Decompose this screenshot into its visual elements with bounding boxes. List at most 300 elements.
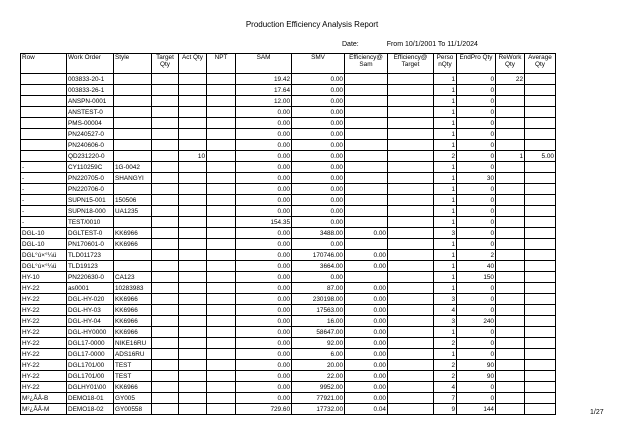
cell-target-qty: [152, 393, 179, 404]
cell-rework-qty: [496, 338, 525, 349]
cell-efficiency-target: [388, 129, 434, 140]
cell-smv: 0.00: [292, 173, 345, 184]
cell-work-order: DGLTEST-0: [67, 228, 114, 239]
cell-row: -: [21, 217, 67, 228]
table-row: [21, 393, 556, 404]
cell-efficiency-target: [388, 349, 434, 360]
cell-average-qty: [525, 239, 556, 250]
cell-smv: 230198.00: [292, 294, 345, 305]
col-header-sam: SAM: [236, 54, 292, 74]
cell-sam: 0.00: [236, 206, 292, 217]
cell-rework-qty: [496, 316, 525, 327]
cell-row: M²¿ÅÅ-B: [21, 393, 67, 404]
cell-efficiency-sam: [345, 272, 388, 283]
cell-style: [114, 151, 152, 162]
cell-efficiency-target: [388, 206, 434, 217]
cell-smv: 0.00: [292, 239, 345, 250]
cell-efficiency-target: [388, 118, 434, 129]
cell-npt: [207, 393, 236, 404]
cell-work-order: DGLHY01\00: [67, 382, 114, 393]
cell-endpro-qty: 0: [457, 228, 496, 239]
cell-average-qty: [525, 107, 556, 118]
cell-row: DGL-10: [21, 228, 67, 239]
cell-act-qty: [179, 140, 207, 151]
cell-target-qty: [152, 96, 179, 107]
cell-target-qty: [152, 316, 179, 327]
cell-rework-qty: [496, 250, 525, 261]
cell-act-qty: [179, 96, 207, 107]
cell-rework-qty: [496, 393, 525, 404]
cell-work-order: PN220705-0: [67, 173, 114, 184]
cell-act-qty: [179, 129, 207, 140]
cell-sam: 0.00: [236, 294, 292, 305]
cell-person-qty: 1: [434, 217, 457, 228]
cell-rework-qty: [496, 184, 525, 195]
cell-style: [114, 129, 152, 140]
cell-target-qty: [152, 327, 179, 338]
cell-efficiency-target: [388, 404, 434, 415]
cell-rework-qty: [496, 195, 525, 206]
cell-average-qty: [525, 140, 556, 151]
cell-rework-qty: [496, 228, 525, 239]
cell-average-qty: 5.00: [525, 151, 556, 162]
cell-sam: 0.00: [236, 250, 292, 261]
cell-average-qty: [525, 283, 556, 294]
cell-work-order: DGL1701/00: [67, 371, 114, 382]
cell-efficiency-target: [388, 327, 434, 338]
cell-style: KK6966: [114, 382, 152, 393]
col-header-target-qty: Target Qty: [152, 54, 179, 74]
cell-work-order: as0001: [67, 283, 114, 294]
cell-work-order: DGL-HY-03: [67, 305, 114, 316]
cell-style: KK6966: [114, 239, 152, 250]
cell-act-qty: [179, 217, 207, 228]
table-row: [21, 239, 556, 250]
cell-person-qty: 1: [434, 272, 457, 283]
table-row: [21, 96, 556, 107]
cell-smv: 0.00: [292, 206, 345, 217]
cell-rework-qty: [496, 118, 525, 129]
cell-sam: 0.00: [236, 195, 292, 206]
cell-average-qty: [525, 162, 556, 173]
cell-rework-qty: [496, 162, 525, 173]
cell-style: UA1235: [114, 206, 152, 217]
cell-work-order: DEMO18-02: [67, 404, 114, 415]
cell-npt: [207, 195, 236, 206]
cell-efficiency-sam: [345, 151, 388, 162]
cell-person-qty: 9: [434, 404, 457, 415]
col-header-npt: NPT: [207, 54, 236, 74]
cell-endpro-qty: 150: [457, 272, 496, 283]
cell-person-qty: 2: [434, 338, 457, 349]
cell-row: [21, 96, 67, 107]
cell-style: 150506: [114, 195, 152, 206]
cell-style: NIKE16RU: [114, 338, 152, 349]
cell-efficiency-target: [388, 393, 434, 404]
table-row: [21, 184, 556, 195]
cell-work-order: SUPN15-001: [67, 195, 114, 206]
cell-endpro-qty: 144: [457, 404, 496, 415]
cell-efficiency-sam: 0.00: [345, 338, 388, 349]
cell-target-qty: [152, 250, 179, 261]
table-row: [21, 294, 556, 305]
cell-efficiency-target: [388, 195, 434, 206]
cell-efficiency-target: [388, 184, 434, 195]
cell-work-order: CY110259C: [67, 162, 114, 173]
cell-work-order: PN220630-0: [67, 272, 114, 283]
cell-act-qty: [179, 74, 207, 85]
cell-efficiency-sam: [345, 195, 388, 206]
page-number: 1/27: [590, 409, 604, 416]
cell-endpro-qty: 0: [457, 305, 496, 316]
col-header-row: Row: [21, 54, 67, 74]
cell-endpro-qty: 0: [457, 294, 496, 305]
cell-row: HY-22: [21, 294, 67, 305]
col-header-style: Style: [114, 54, 152, 74]
table-row: [21, 305, 556, 316]
cell-act-qty: [179, 228, 207, 239]
table-body: [21, 74, 556, 415]
cell-smv: 0.00: [292, 162, 345, 173]
cell-target-qty: [152, 140, 179, 151]
cell-style: 1G-0042: [114, 162, 152, 173]
cell-sam: 0.00: [236, 228, 292, 239]
cell-person-qty: 1: [434, 195, 457, 206]
cell-act-qty: [179, 206, 207, 217]
cell-smv: 0.00: [292, 140, 345, 151]
cell-average-qty: [525, 118, 556, 129]
cell-efficiency-sam: [345, 184, 388, 195]
cell-person-qty: 1: [434, 283, 457, 294]
cell-efficiency-target: [388, 140, 434, 151]
table-row: [21, 371, 556, 382]
cell-act-qty: [179, 85, 207, 96]
cell-average-qty: [525, 382, 556, 393]
cell-rework-qty: [496, 206, 525, 217]
table-row: [21, 118, 556, 129]
cell-efficiency-target: [388, 360, 434, 371]
cell-act-qty: [179, 107, 207, 118]
cell-sam: 0.00: [236, 338, 292, 349]
cell-style: [114, 217, 152, 228]
cell-row: HY-22: [21, 305, 67, 316]
table-row: [21, 349, 556, 360]
cell-sam: 12.00: [236, 96, 292, 107]
cell-efficiency-sam: 0.00: [345, 283, 388, 294]
cell-npt: [207, 272, 236, 283]
cell-average-qty: [525, 250, 556, 261]
table-row: [21, 327, 556, 338]
cell-row: -: [21, 184, 67, 195]
cell-endpro-qty: 0: [457, 327, 496, 338]
cell-rework-qty: [496, 96, 525, 107]
cell-rework-qty: [496, 272, 525, 283]
cell-smv: 0.00: [292, 85, 345, 96]
cell-npt: [207, 228, 236, 239]
cell-work-order: DGL17-0000: [67, 338, 114, 349]
cell-target-qty: [152, 228, 179, 239]
cell-target-qty: [152, 261, 179, 272]
cell-average-qty: [525, 371, 556, 382]
cell-work-order: PN170601-0: [67, 239, 114, 250]
cell-style: KK6966: [114, 305, 152, 316]
cell-row: [21, 74, 67, 85]
cell-efficiency-target: [388, 382, 434, 393]
cell-target-qty: [152, 371, 179, 382]
cell-act-qty: [179, 382, 207, 393]
cell-efficiency-sam: 0.00: [345, 316, 388, 327]
efficiency-table: [20, 53, 556, 415]
cell-endpro-qty: 0: [457, 283, 496, 294]
date-line: [342, 41, 478, 48]
cell-act-qty: 10: [179, 151, 207, 162]
cell-endpro-qty: 2: [457, 250, 496, 261]
cell-npt: [207, 349, 236, 360]
col-header-efficiency-sam: Efficiency@ Sam: [345, 54, 388, 74]
cell-efficiency-sam: [345, 173, 388, 184]
cell-endpro-qty: 240: [457, 316, 496, 327]
cell-sam: 17.64: [236, 85, 292, 96]
cell-endpro-qty: 0: [457, 129, 496, 140]
cell-work-order: 003833-26-1: [67, 85, 114, 96]
cell-target-qty: [152, 283, 179, 294]
cell-style: ADS16RU: [114, 349, 152, 360]
cell-efficiency-sam: 0.00: [345, 250, 388, 261]
cell-efficiency-target: [388, 250, 434, 261]
table-row: [21, 261, 556, 272]
cell-efficiency-target: [388, 162, 434, 173]
cell-style: TEST: [114, 371, 152, 382]
cell-person-qty: 3: [434, 294, 457, 305]
cell-target-qty: [152, 184, 179, 195]
cell-person-qty: 4: [434, 382, 457, 393]
cell-work-order: QD231220-0: [67, 151, 114, 162]
cell-npt: [207, 184, 236, 195]
cell-sam: 0.00: [236, 272, 292, 283]
cell-work-order: PN240527-0: [67, 129, 114, 140]
cell-average-qty: [525, 184, 556, 195]
cell-target-qty: [152, 118, 179, 129]
cell-act-qty: [179, 316, 207, 327]
cell-target-qty: [152, 129, 179, 140]
cell-target-qty: [152, 74, 179, 85]
cell-endpro-qty: 30: [457, 173, 496, 184]
cell-act-qty: [179, 404, 207, 415]
table-row: [21, 107, 556, 118]
cell-rework-qty: [496, 107, 525, 118]
cell-act-qty: [179, 338, 207, 349]
cell-efficiency-target: [388, 107, 434, 118]
cell-row: [21, 140, 67, 151]
cell-average-qty: [525, 294, 556, 305]
cell-efficiency-target: [388, 151, 434, 162]
cell-efficiency-sam: [345, 239, 388, 250]
cell-npt: [207, 360, 236, 371]
cell-sam: 0.00: [236, 360, 292, 371]
cell-work-order: PMS-00004: [67, 118, 114, 129]
cell-person-qty: 1: [434, 206, 457, 217]
cell-sam: 0.00: [236, 118, 292, 129]
cell-endpro-qty: 0: [457, 96, 496, 107]
cell-efficiency-sam: 0.00: [345, 261, 388, 272]
table-row: [21, 316, 556, 327]
cell-row: [21, 129, 67, 140]
cell-npt: [207, 118, 236, 129]
cell-efficiency-target: [388, 96, 434, 107]
cell-person-qty: 1: [434, 173, 457, 184]
cell-endpro-qty: 90: [457, 360, 496, 371]
cell-person-qty: 1: [434, 96, 457, 107]
cell-work-order: DGL-HY-020: [67, 294, 114, 305]
table-row: [21, 195, 556, 206]
table-row: [21, 206, 556, 217]
cell-average-qty: [525, 261, 556, 272]
cell-smv: 20.00: [292, 360, 345, 371]
cell-style: SHANGYI: [114, 173, 152, 184]
cell-target-qty: [152, 382, 179, 393]
cell-target-qty: [152, 217, 179, 228]
cell-act-qty: [179, 173, 207, 184]
cell-smv: 87.00: [292, 283, 345, 294]
cell-work-order: SUPN18-000: [67, 206, 114, 217]
cell-person-qty: 2: [434, 371, 457, 382]
cell-sam: 19.42: [236, 74, 292, 85]
col-header-average-qty: Average Qty: [525, 54, 556, 74]
cell-work-order: DGL-HY-04: [67, 316, 114, 327]
cell-act-qty: [179, 393, 207, 404]
cell-row: [21, 118, 67, 129]
cell-work-order: ANSTEST-0: [67, 107, 114, 118]
cell-target-qty: [152, 173, 179, 184]
cell-smv: 0.00: [292, 129, 345, 140]
cell-endpro-qty: 0: [457, 382, 496, 393]
cell-rework-qty: [496, 382, 525, 393]
table-row: [21, 151, 556, 162]
cell-average-qty: [525, 316, 556, 327]
cell-work-order: TLD19123: [67, 261, 114, 272]
cell-act-qty: [179, 371, 207, 382]
cell-efficiency-sam: [345, 217, 388, 228]
cell-endpro-qty: 90: [457, 371, 496, 382]
cell-row: [21, 85, 67, 96]
cell-smv: 0.00: [292, 151, 345, 162]
cell-smv: 0.00: [292, 195, 345, 206]
cell-smv: 0.00: [292, 118, 345, 129]
cell-style: GY005: [114, 393, 152, 404]
cell-row: -: [21, 206, 67, 217]
cell-person-qty: 1: [434, 107, 457, 118]
table-row: [21, 283, 556, 294]
cell-sam: 0.00: [236, 371, 292, 382]
cell-sam: 0.00: [236, 327, 292, 338]
cell-efficiency-target: [388, 371, 434, 382]
cell-npt: [207, 140, 236, 151]
table-row: [21, 140, 556, 151]
cell-average-qty: [525, 228, 556, 239]
table-row: [21, 162, 556, 173]
cell-smv: 16.00: [292, 316, 345, 327]
cell-smv: 22.00: [292, 371, 345, 382]
cell-person-qty: 1: [434, 261, 457, 272]
cell-efficiency-target: [388, 283, 434, 294]
cell-sam: 0.00: [236, 349, 292, 360]
cell-efficiency-sam: [345, 206, 388, 217]
cell-work-order: TEST/0010: [67, 217, 114, 228]
cell-sam: 0.00: [236, 184, 292, 195]
cell-person-qty: 1: [434, 74, 457, 85]
cell-average-qty: [525, 173, 556, 184]
cell-target-qty: [152, 305, 179, 316]
cell-sam: 0.00: [236, 239, 292, 250]
cell-smv: 3488.00: [292, 228, 345, 239]
cell-efficiency-target: [388, 239, 434, 250]
cell-row: -: [21, 195, 67, 206]
cell-npt: [207, 206, 236, 217]
cell-work-order: DGL17-0000: [67, 349, 114, 360]
cell-smv: 0.00: [292, 272, 345, 283]
cell-row: HY-22: [21, 283, 67, 294]
cell-row: -: [21, 173, 67, 184]
report-title: Production Efficiency Analysis Report: [245, 20, 379, 29]
cell-target-qty: [152, 195, 179, 206]
cell-efficiency-sam: 0.00: [345, 393, 388, 404]
cell-style: KK6966: [114, 228, 152, 239]
cell-style: [114, 96, 152, 107]
cell-act-qty: [179, 349, 207, 360]
cell-endpro-qty: 0: [457, 206, 496, 217]
header-row: [21, 54, 556, 74]
cell-smv: 58647.00: [292, 327, 345, 338]
cell-act-qty: [179, 239, 207, 250]
cell-average-qty: [525, 338, 556, 349]
cell-row: HY-10: [21, 272, 67, 283]
cell-person-qty: 3: [434, 228, 457, 239]
cell-sam: 0.00: [236, 261, 292, 272]
cell-rework-qty: [496, 294, 525, 305]
cell-npt: [207, 239, 236, 250]
table-row: [21, 360, 556, 371]
cell-work-order: TLD011723: [67, 250, 114, 261]
cell-person-qty: 1: [434, 118, 457, 129]
cell-target-qty: [152, 294, 179, 305]
cell-endpro-qty: 0: [457, 239, 496, 250]
cell-target-qty: [152, 151, 179, 162]
cell-npt: [207, 283, 236, 294]
cell-npt: [207, 129, 236, 140]
cell-smv: 0.00: [292, 107, 345, 118]
cell-sam: 0.00: [236, 283, 292, 294]
cell-act-qty: [179, 118, 207, 129]
cell-smv: 0.00: [292, 184, 345, 195]
cell-target-qty: [152, 404, 179, 415]
cell-row: HY-22: [21, 371, 67, 382]
cell-act-qty: [179, 162, 207, 173]
cell-rework-qty: [496, 305, 525, 316]
cell-style: GY00558: [114, 404, 152, 415]
cell-sam: 0.00: [236, 305, 292, 316]
table-row: [21, 250, 556, 261]
cell-style: [114, 184, 152, 195]
cell-sam: 0.00: [236, 107, 292, 118]
cell-npt: [207, 305, 236, 316]
cell-smv: 3664.00: [292, 261, 345, 272]
cell-smv: 77921.00: [292, 393, 345, 404]
cell-style: 10283983: [114, 283, 152, 294]
cell-efficiency-sam: 0.00: [345, 382, 388, 393]
cell-efficiency-target: [388, 316, 434, 327]
table-row: [21, 129, 556, 140]
cell-efficiency-sam: 0.00: [345, 294, 388, 305]
